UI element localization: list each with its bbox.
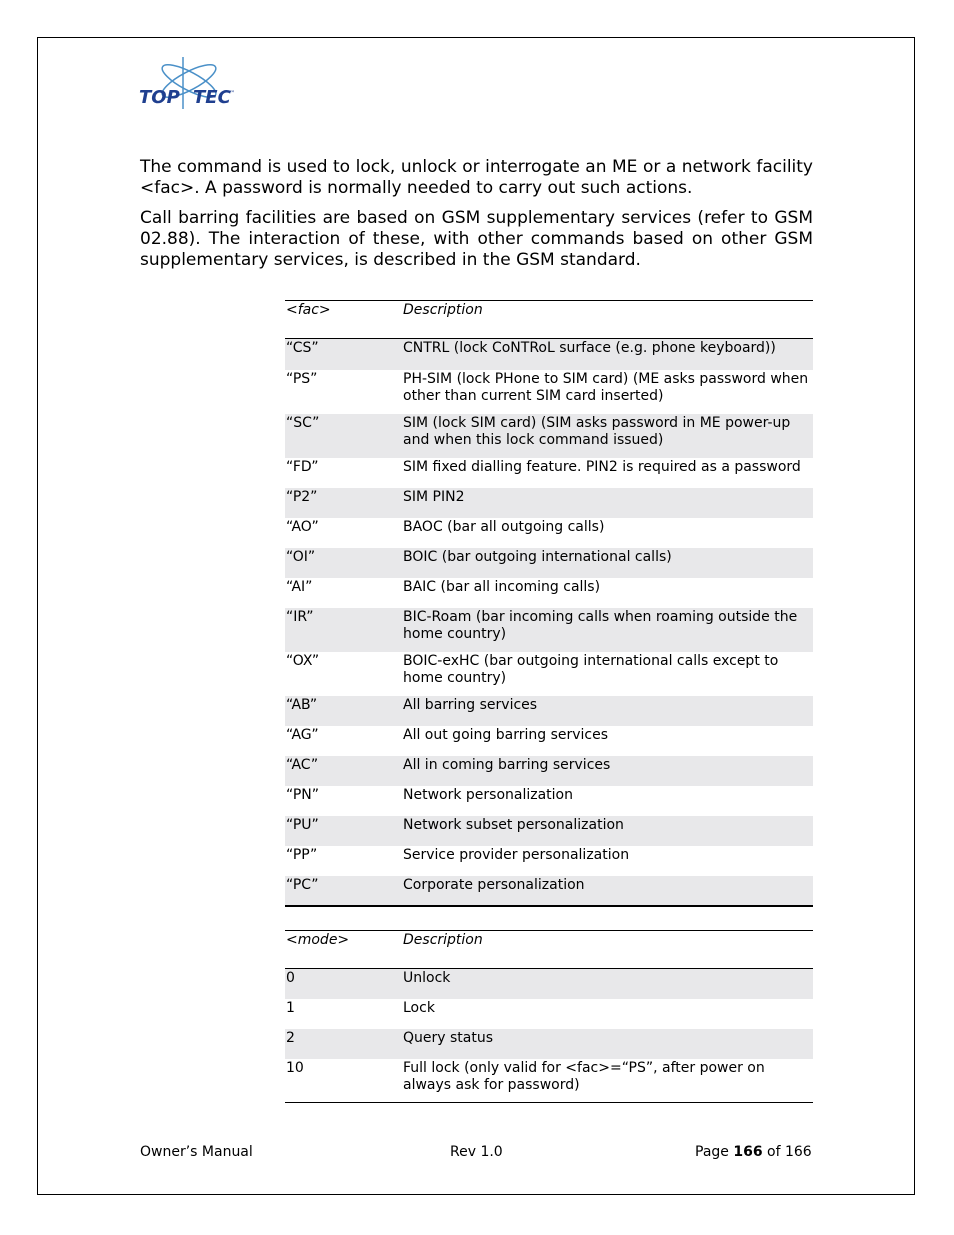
logo-text-left: TOP — [139, 87, 180, 108]
table-row — [285, 999, 813, 1029]
footer-page-number: 166 — [733, 1144, 763, 1160]
cell-description: Network subset personalization — [403, 816, 813, 846]
cell-description: All in coming barring services — [403, 756, 813, 786]
cell-code: “FD” — [286, 458, 319, 475]
cell-code: 0 — [285, 969, 403, 999]
cell-description: CNTRL (lock CoNTRoL surface (e.g. phone keyboard)) — [403, 339, 813, 370]
cell-description: SIM (lock SIM card) (SIM asks password in ME power-up and when this lock command issued) — [403, 414, 813, 458]
cell-description: Unlock — [403, 969, 813, 999]
table-row — [285, 696, 813, 726]
cell-description: Network personalization — [403, 786, 573, 803]
table-row — [285, 488, 813, 518]
cell-description: All out going barring services — [403, 726, 609, 743]
table-row — [285, 458, 813, 488]
table-row — [285, 414, 813, 458]
cell-description: BIC-Roam (bar incoming calls when roaming outside the home country) — [403, 608, 813, 652]
cell-code: “P2” — [285, 488, 403, 518]
cell-code: “OX” — [286, 652, 320, 669]
cell-description: Full lock (only valid for <fac>=“PS”, after power on always ask for password) — [403, 1059, 765, 1093]
cell-code: “AB” — [285, 696, 403, 726]
logo-trademark: ™ — [229, 90, 235, 97]
footer-page-prefix: Page — [695, 1144, 729, 1160]
table-row — [285, 786, 813, 816]
cell-code: “CS” — [285, 339, 403, 370]
cell-code: 2 — [285, 1029, 403, 1059]
header-description: Description — [403, 302, 483, 318]
table-row — [285, 846, 813, 876]
logo-text-right: TEC — [193, 87, 231, 108]
cell-description: All barring services — [403, 696, 813, 726]
cell-code: 10 — [286, 1059, 304, 1076]
cell-code: “AO” — [286, 518, 319, 535]
footer-page-total: of 166 — [767, 1144, 812, 1160]
table-row — [285, 652, 813, 696]
cell-description: Corporate personalization — [403, 876, 813, 906]
cell-code: “PU” — [285, 816, 403, 846]
table-row — [285, 518, 813, 548]
table-header-row — [285, 301, 813, 339]
cell-code: “PS” — [286, 370, 318, 387]
toptec-logo — [137, 53, 237, 113]
cell-description: BOIC-exHC (bar outgoing international calls except to home country) — [403, 652, 779, 686]
cell-code: “PN” — [286, 786, 319, 803]
table-row — [285, 608, 813, 652]
table-row — [285, 1059, 813, 1103]
cell-code: “AC” — [285, 756, 403, 786]
cell-description: Lock — [403, 999, 435, 1016]
table-row — [285, 370, 813, 414]
header-mode: <mode> — [286, 932, 350, 948]
table-row — [285, 548, 813, 578]
cell-description: Service provider personalization — [403, 846, 630, 863]
table-header-row — [285, 931, 813, 969]
table-row — [285, 816, 813, 846]
table-row — [285, 876, 813, 906]
table-row — [285, 756, 813, 786]
cell-description: SIM fixed dialling feature. PIN2 is required as a password — [403, 458, 801, 475]
table-row — [285, 969, 813, 999]
footer-title: Owner’s Manual — [140, 1144, 253, 1160]
footer-revision: Rev 1.0 — [450, 1144, 503, 1160]
cell-description: PH-SIM (lock PHone to SIM card) (ME asks password when other than current SIM card inserted) — [403, 370, 809, 404]
cell-code: “AI” — [286, 578, 313, 595]
cell-code: “IR” — [285, 608, 403, 652]
cell-description: BAOC (bar all outgoing calls) — [403, 518, 605, 535]
cell-code: “PP” — [286, 846, 318, 863]
cell-code: 1 — [286, 999, 295, 1016]
fac-table — [285, 300, 813, 907]
cell-code: “AG” — [286, 726, 319, 743]
cell-code: “OI” — [285, 548, 403, 578]
header-description: Description — [403, 932, 483, 948]
cell-description: SIM PIN2 — [403, 488, 813, 518]
cell-description: BOIC (bar outgoing international calls) — [403, 548, 813, 578]
cell-description: Query status — [403, 1029, 813, 1059]
intro-paragraph: Call barring facilities are based on GSM supplementary services (refer to GSM 02.88). The interaction of these, with other commands based on other GSM supplementary services, is described in the GSM standard. — [140, 208, 813, 270]
mode-table — [285, 930, 813, 1103]
intro-paragraph: The command is used to lock, unlock or interrogate an ME or a network facility <fac>. A password is normally needed to carry out such actions. — [140, 157, 813, 198]
table-row — [285, 1029, 813, 1059]
cell-code: “PC” — [285, 876, 403, 906]
cell-description: BAIC (bar all incoming calls) — [403, 578, 601, 595]
cell-code: “SC” — [285, 414, 403, 458]
intro-text — [140, 157, 813, 280]
table-row — [285, 339, 813, 370]
header-fac: <fac> — [286, 302, 331, 318]
footer-page — [695, 1144, 812, 1160]
table-row — [285, 726, 813, 756]
table-row — [285, 578, 813, 608]
